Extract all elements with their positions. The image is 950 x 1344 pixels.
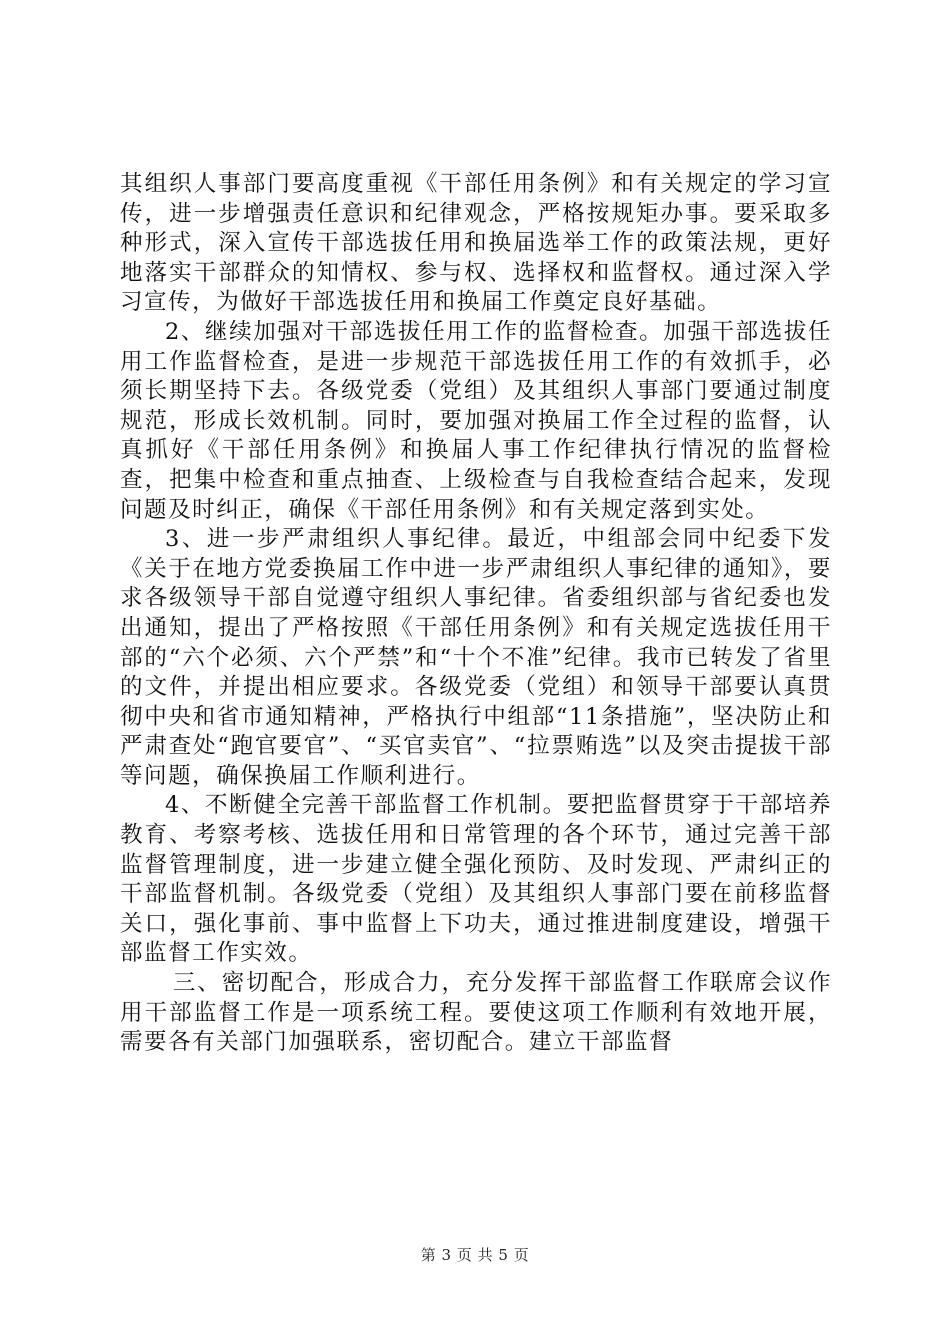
paragraph-item-2: 2、继续加强对干部选拔任用工作的监督检查。加强干部选拔任用工作监督检查，是进一步规范干部选拔任用工作的有效抓手，必须长期坚持下去。各级党委（党组）及其组织人事部门要通过制度规范，形成长效机制。同时，要加强对换届工作全过程的监督，认真抓好《干部任用条例》和换届人事工作纪律执行情况的监督检查，把集中检查和重点抽查、上级检查与自我检查结合起来，发现问题及时纠正，确保《干部任用条例》和有关规定落到实处。 bbox=[120, 318, 832, 523]
document-body bbox=[120, 170, 832, 1058]
paragraph-item-4: 4、不断健全完善干部监督工作机制。要把监督贯穿于干部培养教育、考察考核、选拔任用和日常管理的各个环节，通过完善干部监督管理制度，进一步建立健全强化预防、及时发现、严肃纠正的干部监督机制。各级党委（党组）及其组织人事部门要在前移监督关口，强化事前、事中监督上下功夫，通过推进制度建设，增强干部监督工作实效。 bbox=[120, 792, 832, 967]
paragraph-continuation: 其组织人事部门要高度重视《干部任用条例》和有关规定的学习宣传，进一步增强责任意识和纪律观念，严格按规矩办事。要采取多种形式，深入宣传干部选拔任用和换届选举工作的政策法规，更好地落实干部群众的知情权、参与权、选择权和监督权。通过深入学习宣传，为做好干部选拔任用和换届工作奠定良好基础。 bbox=[120, 171, 832, 316]
paragraph-item-3: 3、进一步严肃组织人事纪律。最近，中组部会同中纪委下发《关于在地方党委换届工作中进一步严肃组织人事纪律的通知》，要求各级领导干部自觉遵守组织人事纪律。省委组织部与省纪委也发出通知，提出了严格按照《干部任用条例》和有关规定选拔任用干部的“六个必须、六个严禁”和“十个不准”纪律。我市已转发了省里的文件，并提出相应要求。各级党委（党组）和领导干部要认真贯彻中央和省市通知精神，严格执行中组部“11条措施”，坚决防止和严肃查处“跑官要官”、“买官卖官”、“拉票贿选”以及突击提拔干部等问题，确保换届工作顺利进行。 bbox=[120, 526, 832, 789]
page-footer: 第 3 页 共 5 页 bbox=[420, 1246, 530, 1264]
paragraph-section-3: 三、密切配合，形成合力，充分发挥干部监督工作联席会议作用干部监督工作是一项系统工程。要使这项工作顺利有效地开展，需要各有关部门加强联系，密切配合。建立干部监督 bbox=[120, 970, 832, 1056]
